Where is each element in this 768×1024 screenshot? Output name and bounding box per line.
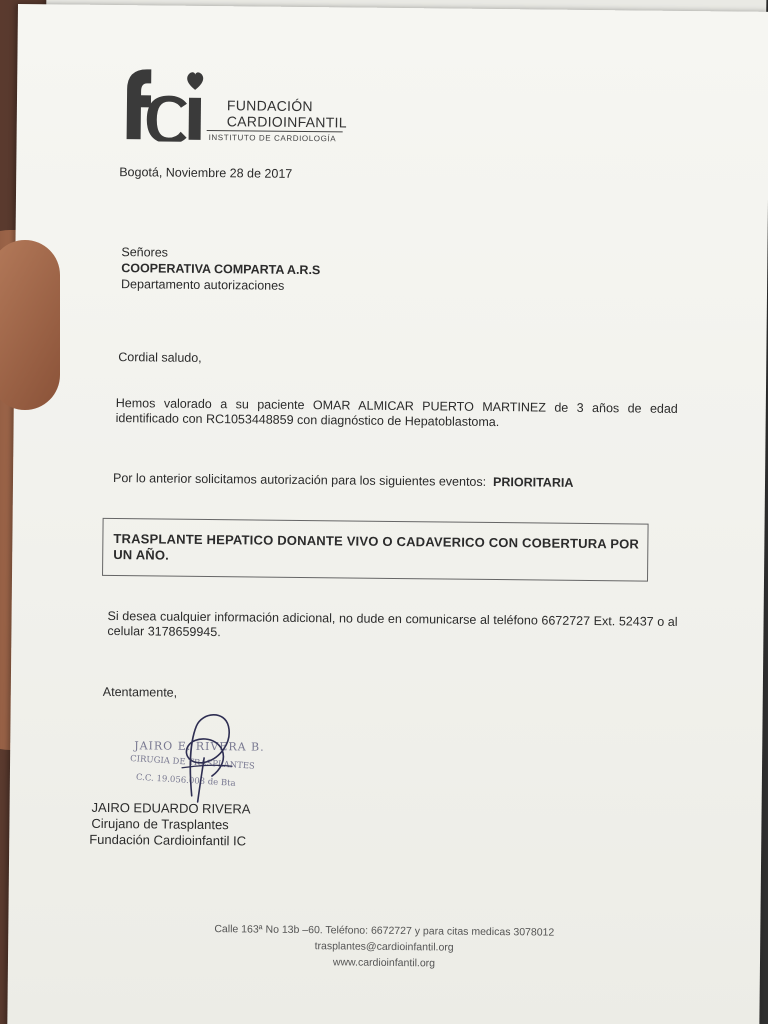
footer-website: www.cardioinfantil.org [332, 956, 436, 970]
letterhead-logo [120, 63, 361, 156]
body-paragraph-2 [113, 471, 574, 491]
letter-date: Bogotá, Noviembre 28 de 2017 [119, 165, 293, 181]
body-paragraph-3: Si desea cualquier información adicional, no dude en comunicarse al teléfono 6672727 Ext. 52437 o al celular 3178659945. [107, 608, 678, 640]
recipient-department: Departamento autorizaciones [120, 277, 285, 293]
request-box [102, 518, 649, 582]
org-name-line1: FUNDACIÓN [226, 97, 313, 115]
body-paragraph-1: Hemos valorado a su paciente OMAR ALMICAR PUERTO MARTINEZ de 3 años de edad identificado con RC1053448859 con diagnóstico de Hepatoblastoma. [115, 396, 678, 430]
signatory-title: Cirujano de Trasplantes [91, 815, 229, 833]
greeting: Cordial saludo, [118, 350, 202, 365]
stamp-line-2: CIRUGIA DE TRASPLANTES [129, 753, 256, 772]
stamp-line-1: JAIRO E. RIVERA B. [134, 739, 265, 754]
priority-label: PRIORITARIA [493, 475, 574, 490]
footer-address: Calle 163ª No 13b –60. Teléfono: 6672727 y para citas medicas 3078012 [214, 923, 555, 939]
closing: Atentamente, [102, 684, 178, 700]
footer-email: trasplantes@cardioinfantil.org [314, 940, 454, 954]
fci-logo-icon [121, 63, 206, 142]
letter-page [7, 4, 768, 1024]
boxed-request-text: TRASPLANTE HEPATICO DONANTE VIVO O CADAVERICO CON COBERTURA POR UN AÑO. [113, 531, 640, 563]
recipient-company: COOPERATIVA COMPARTA A.R.S [121, 261, 321, 278]
stamp-line-3: C.C. 19.056.003 de Bta [135, 772, 236, 789]
request-intro: Por lo anterior solicitamos autorización para los siguientes eventos: [112, 471, 487, 489]
org-subtitle: INSTITUTO DE CARDIOLOGÍA [208, 133, 337, 144]
signatory-institution: Fundación Cardioinfantil IC [89, 831, 247, 849]
recipient-salutation: Señores [121, 245, 169, 260]
logo-divider [207, 130, 343, 132]
thumb [0, 240, 60, 410]
signatory-name: JAIRO EDUARDO RIVERA [91, 799, 251, 817]
org-name-line2: CARDIOINFANTIL [226, 113, 347, 131]
